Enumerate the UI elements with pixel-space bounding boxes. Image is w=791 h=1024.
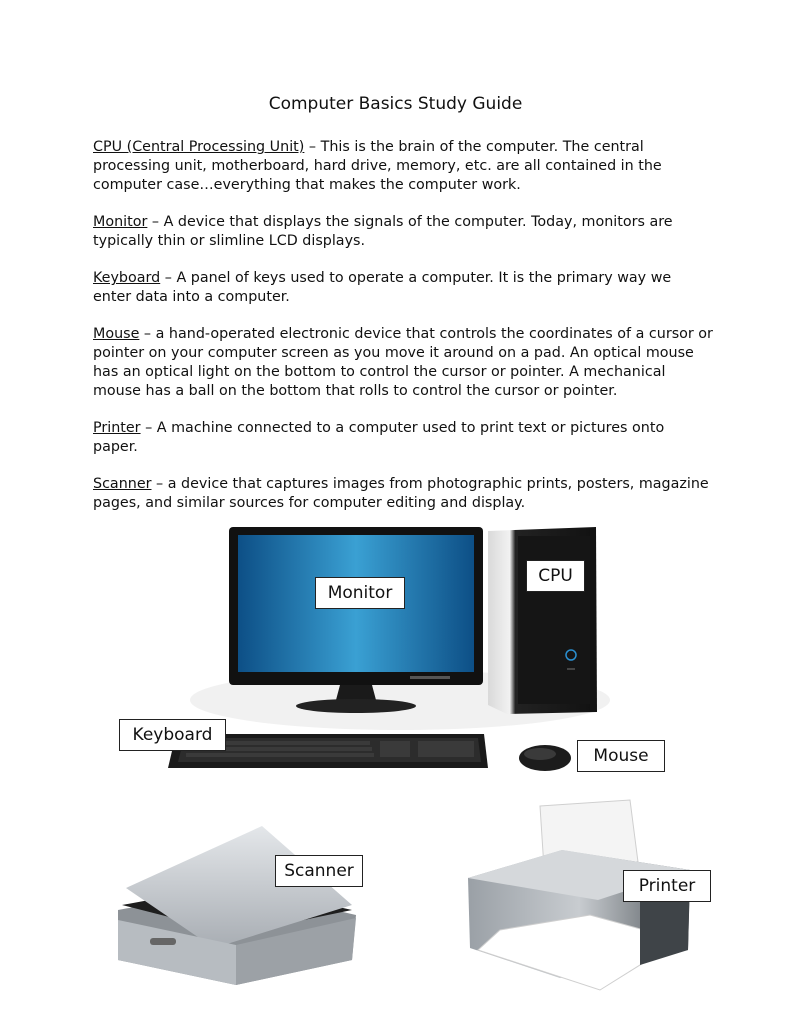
term-monitor: Monitor <box>93 214 148 230</box>
term-scanner: Scanner <box>93 476 152 492</box>
page-title: Computer Basics Study Guide <box>268 94 523 114</box>
definition-text: – a device that captures images from photographic prints, posters, magazine pages, and similar sources for computer editing and display. <box>93 476 709 511</box>
definition-text: – a hand-operated electronic device that controls the coordinates of a cursor or pointer on your computer screen as you move it around on a pad. An optical mouse has an optical light on the bottom to control the cursor or pointer. A mechanical mouse has a ball on the bottom that rolls to control the cursor or pointer. <box>93 326 713 399</box>
definition-text: – This is the brain of the computer. The central processing unit, motherboard, hard drive, memory, etc. are all contained in the computer case…everything that makes the computer work. <box>93 139 662 193</box>
cpu-label: CPU <box>526 560 585 592</box>
definition-text: – A panel of keys used to operate a computer. It is the primary way we enter data into a computer. <box>93 270 672 305</box>
term-mouse: Mouse <box>93 326 140 342</box>
term-keyboard: Keyboard <box>93 270 161 286</box>
keyboard-label: Keyboard <box>119 719 226 751</box>
printer-label: Printer <box>623 870 711 902</box>
monitor-label: Monitor <box>315 577 405 609</box>
term-cpu: CPU (Central Processing Unit) <box>93 139 305 155</box>
definition-text: – A device that displays the signals of the computer. Today, monitors are typically thin or slimline LCD displays. <box>93 214 673 249</box>
scanner-illustration <box>118 826 356 985</box>
cpu-tower-illustration <box>488 527 597 714</box>
scanner-label: Scanner <box>275 855 363 887</box>
mouse-label: Mouse <box>577 740 665 772</box>
definition-text: – A machine connected to a computer used to print text or pictures onto paper. <box>93 420 665 455</box>
mouse-illustration <box>519 745 571 771</box>
term-printer: Printer <box>93 420 141 436</box>
